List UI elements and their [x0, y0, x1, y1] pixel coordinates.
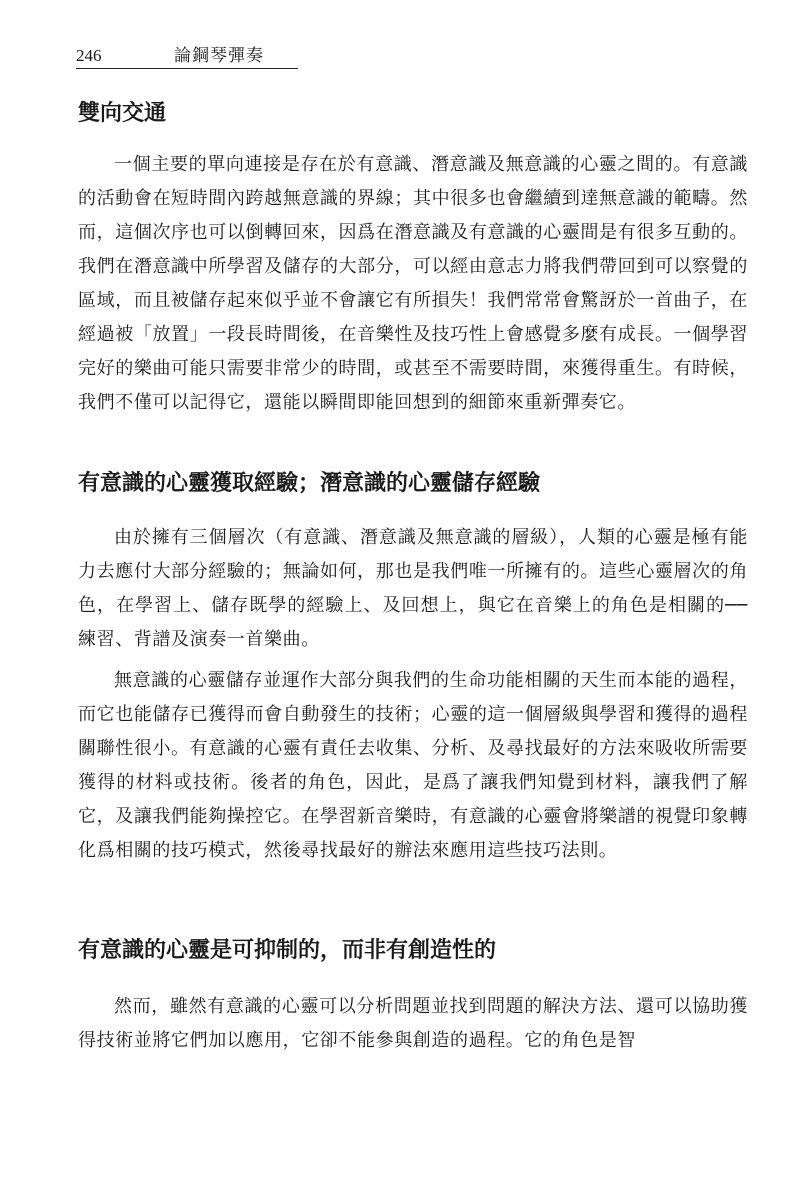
body-paragraph: 由於擁有三個層次（有意識、潛意識及無意識的層級），人類的心靈是極有能力去應付大部分經驗的；無論如何，那也是我們唯一所擁有的。這些心靈層次的角色，在學習上、儲存既學的經驗上、及回想上，與它在音樂上的角色是相關的──練習、背譜及演奏一首樂曲。: [78, 527, 748, 650]
body-paragraph: 然而，雖然有意識的心靈可以分析問題並找到問題的解決方法、還可以協助獲得技術並將它們加以應用，它卻不能參與創造的過程。它的角色是智: [78, 996, 748, 1051]
running-header: [76, 44, 298, 69]
body-paragraph: 一個主要的單向連接是存在於有意識、潛意識及無意識的心靈之間的。有意識的活動會在短時間內跨越無意識的界線；其中很多也會繼續到達無意識的範疇。然而，這個次序也可以倒轉回來，因爲在潛意識及有意識的心靈間是有很多互動的。我們在潛意識中所學習及儲存的大部分，可以經由意志力將我們帶回到可以察覺的區域，而且被儲存起來似乎並不會讓它有所損失！我們常常會驚訝於一首曲子，在經過被「放置」一段長時間後，在音樂性及技巧性上會感覺多麼有成長。一個學習完好的樂曲可能只需要非常少的時間，或甚至不需要時間，來獲得重生。有時候，我們不僅可以記得它，還能以瞬間即能回想到的細節來重新彈奏它。: [78, 154, 748, 413]
section-heading-inhibitive-mind: 有意識的心靈是可抑制的，而非有創造性的: [78, 937, 497, 963]
section-heading-conscious-mind: 有意識的心靈獲取經驗；潛意識的心靈儲存經驗: [78, 470, 541, 496]
page-number: 246: [76, 46, 102, 65]
body-paragraph: 無意識的心靈儲存並運作大部分與我們的生命功能相關的天生而本能的過程，而它也能儲存已獲得而會自動發生的技術；心靈的這一個層級與學習和獲得的過程關聯性很小。有意識的心靈有責任去收集、分析、及尋找最好的方法來吸收所需要獲得的材料或技術。後者的角色，因此，是爲了讓我們知覺到材料，讓我們了解它，及讓我們能夠操控它。在學習新音樂時，有意識的心靈會將樂譜的視覺印象轉化爲相關的技巧模式，然後尋找最好的辦法來應用這些技巧法則。: [78, 670, 748, 861]
section-heading-two-way-traffic: 雙向交通: [78, 100, 167, 126]
book-title: 論鋼琴彈奏: [174, 46, 264, 66]
